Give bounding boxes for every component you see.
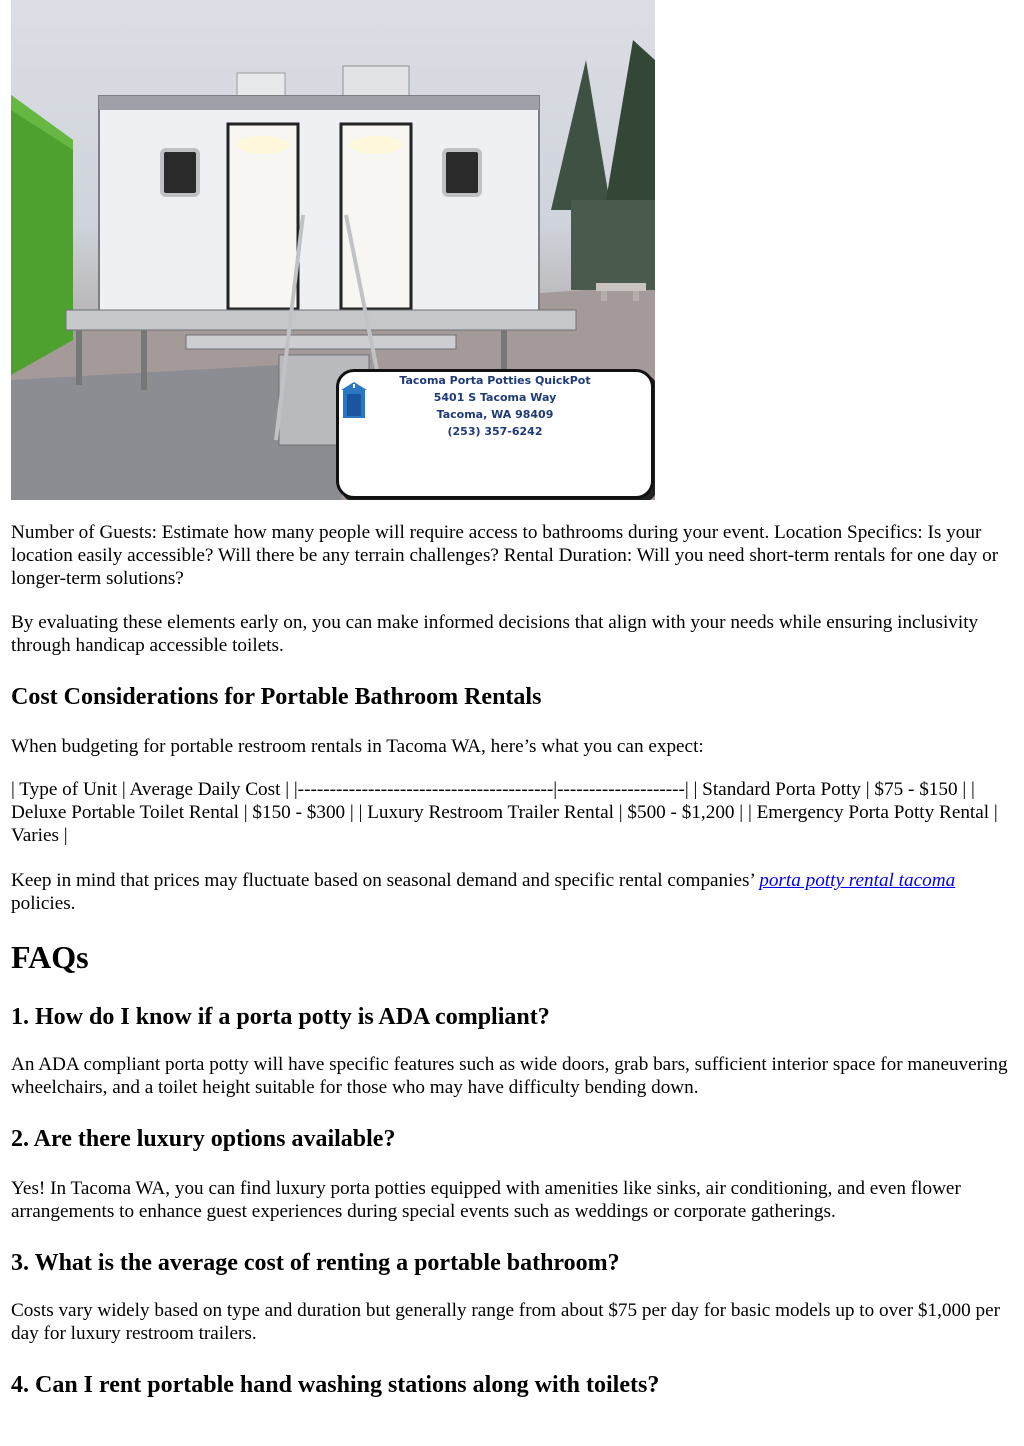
logo-phone: (253) 357-6242 bbox=[447, 425, 543, 438]
cost-intro: When budgeting for portable restroom rentals in Tacoma WA, here’s what you can expect: bbox=[11, 736, 704, 757]
logo-city: Tacoma, WA 98409 bbox=[436, 408, 554, 421]
faq-question-1: 1. How do I know if a porta potty is ADA compliant? bbox=[11, 1004, 550, 1030]
porta-potty-logo-icon bbox=[339, 380, 369, 420]
cost-table-text: | Type of Unit | Average Daily Cost | |----------------------------------------|--------------------| | Standard Porta Potty | $75 - $150 | | Deluxe Portable Toilet Rental | $150 - $300 | | Luxury Restroom Trailer Rental | $500 - $1,200 | | Emergency Porta Potty Rental | Varies | bbox=[11, 779, 998, 846]
porta-potty-rental-link[interactable]: porta potty rental tacoma bbox=[759, 870, 956, 891]
factors-paragraph: Number of Guests: Estimate how many people will require access to bathrooms during your event. Location Specifics: Is your location easily accessible? Will there be any terrain challenges? Rental Duration: Will you need short-term rentals for one day or longer-term solutions? bbox=[11, 522, 999, 589]
faq-answer-3: Costs vary widely based on type and duration but generally range from about $75 per day for basic models up to over $1,000 per day for luxury restroom trailers. bbox=[11, 1300, 1000, 1344]
faq-answer-1: An ADA compliant porta potty will have specific features such as wide doors, grab bars, sufficient interior space for maneuvering wheelchairs, and a toilet height suitable for those who may have difficulty bending down. bbox=[11, 1054, 1008, 1098]
faq-question-2: 2. Are there luxury options available? bbox=[11, 1126, 396, 1152]
logo-company-name: Tacoma Porta Potties QuickPot bbox=[399, 374, 591, 387]
prices-text-before: Keep in mind that prices may fluctuate based on seasonal demand and specific rental companies’ bbox=[11, 870, 760, 891]
company-logo-card bbox=[336, 369, 654, 499]
faq-question-4: 4. Can I rent portable hand washing stations along with toilets? bbox=[11, 1372, 660, 1398]
cost-heading: Cost Considerations for Portable Bathroom Rentals bbox=[11, 684, 542, 710]
evaluating-paragraph: By evaluating these elements early on, you can make informed decisions that align with your needs while ensuring inclusivity through handicap accessible toilets. bbox=[11, 612, 979, 656]
faq-answer-2: Yes! In Tacoma WA, you can find luxury porta potties equipped with amenities like sinks, air conditioning, and even flower arrangements to enhance guest experiences during special events such as weddings or corporate gatherings. bbox=[11, 1178, 961, 1222]
prices-paragraph bbox=[11, 869, 1013, 915]
prices-text-after: policies. bbox=[11, 893, 76, 914]
faqs-heading: FAQs bbox=[11, 939, 89, 975]
restroom-trailer-photo bbox=[11, 0, 655, 500]
faq-question-3: 3. What is the average cost of renting a portable bathroom? bbox=[11, 1250, 620, 1276]
logo-street: 5401 S Tacoma Way bbox=[433, 391, 557, 404]
